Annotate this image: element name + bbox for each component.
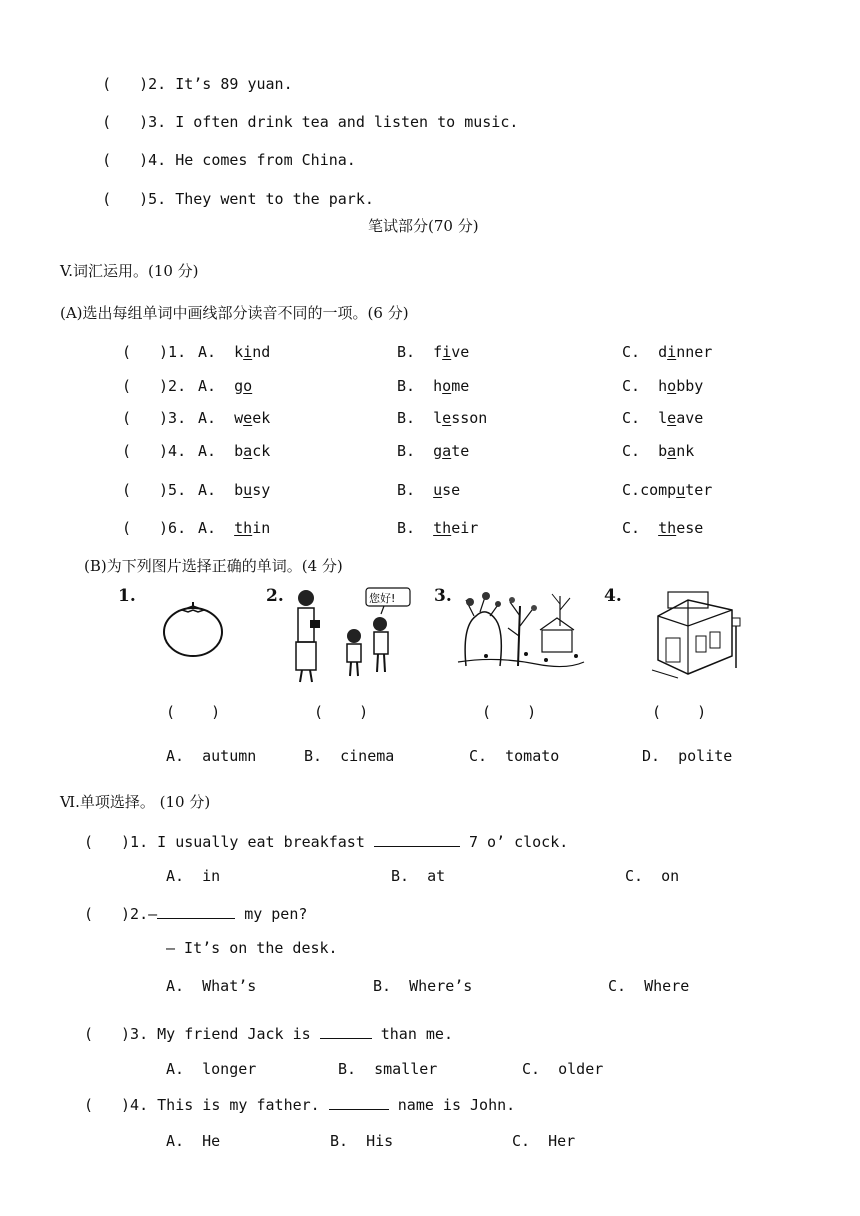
- word-choice-c: [622, 376, 703, 396]
- question-number: )4.: [121, 1096, 149, 1114]
- row-number: )6.: [159, 519, 187, 537]
- word-pre: b: [234, 442, 244, 460]
- paren-open: (: [102, 190, 112, 208]
- dash: —: [148, 905, 158, 923]
- listening-item: [84, 130, 356, 170]
- word-post: me: [451, 377, 470, 395]
- reply-line: — It’s on the desk.: [166, 939, 338, 957]
- speech-bubble-text: 您好!: [369, 592, 396, 605]
- answer-paren[interactable]: ( ): [482, 703, 537, 721]
- word-choice-c: [622, 518, 703, 538]
- tomato-picture: [160, 600, 226, 658]
- question-text-after: my pen?: [244, 905, 308, 923]
- word-choice-b: [397, 518, 478, 538]
- item-number: )2.: [139, 75, 167, 93]
- word-post: ek: [252, 409, 271, 427]
- word-underlined: o: [667, 377, 677, 395]
- word-underlined: u: [676, 481, 686, 499]
- paren-open: (: [102, 113, 112, 131]
- item-number: )4.: [139, 151, 167, 169]
- word-post: eir: [451, 519, 479, 537]
- choice-option[interactable]: A. What’s: [166, 977, 257, 995]
- choice-option[interactable]: A. in: [166, 867, 221, 885]
- pic-number: 1.: [118, 586, 136, 606]
- word-post: in: [252, 519, 271, 537]
- row-number: )1.: [159, 343, 187, 361]
- word-underlined: a: [667, 442, 677, 460]
- answer-paren-open[interactable]: (: [122, 377, 132, 395]
- row-number: )4.: [159, 442, 187, 460]
- word-post: sson: [451, 409, 488, 427]
- word-choice-b: [397, 342, 469, 362]
- phonics-row: [122, 376, 186, 396]
- polite-children-picture: [288, 586, 416, 686]
- item-text: It’s 89 yuan.: [175, 75, 293, 93]
- word-letter: C.: [622, 519, 641, 537]
- word-letter: B.: [397, 481, 416, 499]
- word-choice-a: [198, 376, 252, 396]
- choice-option[interactable]: C. Her: [512, 1132, 576, 1150]
- question-number: )3.: [121, 1025, 149, 1043]
- choice-option[interactable]: B. smaller: [338, 1060, 438, 1078]
- word-underlined: e: [442, 409, 452, 427]
- word-pre: d: [658, 343, 668, 361]
- choice-option[interactable]: A. He: [166, 1132, 221, 1150]
- word-underlined: a: [442, 442, 452, 460]
- word-letter: C.: [622, 442, 641, 460]
- word-letter: C.: [622, 377, 641, 395]
- answer-paren-open[interactable]: (: [122, 442, 132, 460]
- item-number: )3.: [139, 113, 167, 131]
- word-pre: b: [234, 481, 244, 499]
- question-4: ( )4. This is my father. name is John.: [84, 1096, 516, 1114]
- item-text: They went to the park.: [175, 190, 374, 208]
- word-underlined: th: [234, 519, 253, 537]
- section-v-title: V.词汇运用。(10 分): [60, 262, 199, 280]
- answer-blank[interactable]: [329, 1095, 389, 1110]
- word-pre: f: [433, 343, 443, 361]
- word-choice-a: [198, 408, 270, 428]
- listening-item: [84, 92, 518, 132]
- cinema-building-picture: [648, 586, 744, 682]
- word-letter: A.: [198, 409, 217, 427]
- pic-number: 2.: [266, 586, 284, 606]
- word-option: B. cinema: [304, 747, 395, 765]
- word-letter: C.: [622, 343, 641, 361]
- question-number: )1.: [121, 833, 149, 851]
- word-underlined: i: [442, 343, 452, 361]
- word-choice-a: [198, 441, 270, 461]
- word-post: nk: [676, 442, 695, 460]
- word-letter: A.: [198, 481, 217, 499]
- word-choice-b: [397, 376, 469, 396]
- word-choice-c: [622, 408, 703, 428]
- answer-paren[interactable]: ( ): [166, 703, 221, 721]
- phonics-row: [122, 480, 186, 500]
- word-post: ve: [451, 343, 470, 361]
- choice-option[interactable]: A. longer: [166, 1060, 257, 1078]
- row-number: )5.: [159, 481, 187, 499]
- word-letter: B.: [397, 343, 416, 361]
- item-text: I often drink tea and listen to music.: [175, 113, 519, 131]
- word-letter: B.: [397, 442, 416, 460]
- word-underlined: th: [658, 519, 677, 537]
- part-b-title: (B)为下列图片选择正确的单词。(4 分): [84, 557, 343, 575]
- choice-option[interactable]: B. His: [330, 1132, 394, 1150]
- word-pre: comp: [640, 481, 677, 499]
- word-underlined: u: [243, 481, 253, 499]
- answer-paren[interactable]: ( ): [652, 703, 707, 721]
- word-option: D. polite: [642, 747, 733, 765]
- word-post: ck: [252, 442, 271, 460]
- question-text: My friend Jack is: [157, 1025, 311, 1043]
- word-letter: A.: [198, 343, 217, 361]
- word-underlined: e: [667, 409, 677, 427]
- written-part-title: 笔试部分(70 分): [368, 217, 479, 235]
- word-underlined: o: [243, 377, 253, 395]
- word-pre: h: [658, 377, 668, 395]
- pic-number: 4.: [604, 586, 622, 606]
- paren-open: (: [102, 151, 112, 169]
- phonics-row: [122, 518, 186, 538]
- choice-option[interactable]: B. at: [391, 867, 446, 885]
- word-underlined: i: [667, 343, 677, 361]
- word-post: nner: [676, 343, 713, 361]
- word-post: te: [451, 442, 470, 460]
- question-text-after: name is John.: [397, 1096, 516, 1114]
- word-choice-a: [198, 480, 270, 500]
- section-vi-title: Ⅵ.单项选择。 (10 分): [60, 793, 211, 811]
- answer-paren-open[interactable]: (: [122, 481, 132, 499]
- listening-item: [84, 54, 293, 94]
- autumn-scene-picture: [456, 586, 586, 672]
- part-a-title: (A)选出每组单词中画线部分读音不同的一项。(6 分): [60, 304, 409, 322]
- word-underlined: e: [243, 409, 253, 427]
- word-letter: B.: [397, 409, 416, 427]
- word-letter: B.: [397, 377, 416, 395]
- choice-option[interactable]: C. Where: [608, 977, 690, 995]
- word-letter: B.: [397, 519, 416, 537]
- word-choice-b: [397, 441, 469, 461]
- word-underlined: o: [442, 377, 452, 395]
- word-post: nd: [252, 343, 271, 361]
- question-3: ( )3. My friend Jack is than me.: [84, 1025, 453, 1043]
- word-option: C. tomato: [469, 747, 560, 765]
- question-2: ( )2.— my pen?: [84, 905, 308, 923]
- word-choice-c: [622, 342, 712, 362]
- word-option: A. autumn: [166, 747, 257, 765]
- word-post: ave: [676, 409, 704, 427]
- phonics-row: [122, 441, 186, 461]
- word-choice-a: [198, 342, 270, 362]
- question-text: I usually eat breakfast: [157, 833, 365, 851]
- answer-blank[interactable]: [157, 904, 235, 919]
- item-number: )5.: [139, 190, 167, 208]
- word-letter: C.: [622, 409, 641, 427]
- word-pre: g: [234, 377, 244, 395]
- word-underlined: i: [243, 343, 253, 361]
- word-pre: b: [658, 442, 668, 460]
- word-underlined: u: [433, 481, 443, 499]
- question-text-after: than me.: [380, 1025, 453, 1043]
- word-post: ter: [685, 481, 713, 499]
- word-pre: w: [234, 409, 244, 427]
- word-pre: h: [433, 377, 443, 395]
- word-letter: A.: [198, 519, 217, 537]
- answer-paren[interactable]: ( ): [314, 703, 369, 721]
- phonics-row: [122, 342, 186, 362]
- word-letter: A.: [198, 442, 217, 460]
- word-post: se: [442, 481, 461, 499]
- pic-number: 3.: [434, 586, 452, 606]
- choice-option[interactable]: B. Where’s: [373, 977, 473, 995]
- word-choice-a: [198, 518, 270, 538]
- word-pre: l: [658, 409, 668, 427]
- word-choice-c: [622, 480, 712, 500]
- listening-item: [84, 169, 374, 209]
- item-text: He comes from China.: [175, 151, 356, 169]
- word-underlined: a: [243, 442, 253, 460]
- paren-open: (: [102, 75, 112, 93]
- word-choice-c: [622, 441, 694, 461]
- answer-paren-open[interactable]: (: [122, 409, 132, 427]
- choice-option[interactable]: C. older: [522, 1060, 604, 1078]
- answer-paren-open[interactable]: (: [122, 519, 132, 537]
- question-text-after: 7 o’ clock.: [468, 833, 569, 851]
- word-choice-b: [397, 408, 487, 428]
- word-underlined: th: [433, 519, 452, 537]
- answer-paren-open[interactable]: (: [122, 343, 132, 361]
- word-letter: A.: [198, 377, 217, 395]
- choice-option[interactable]: C. on: [625, 867, 680, 885]
- question-number: )2.: [121, 905, 149, 923]
- word-pre: l: [433, 409, 443, 427]
- question-1: ( )1. I usually eat breakfast 7 o’ clock.: [84, 833, 569, 851]
- word-post: ese: [676, 519, 704, 537]
- word-pre: k: [234, 343, 244, 361]
- answer-blank[interactable]: [374, 832, 460, 847]
- word-post: bby: [676, 377, 704, 395]
- word-choice-b: [397, 480, 460, 500]
- word-post: sy: [252, 481, 271, 499]
- question-text: This is my father.: [157, 1096, 320, 1114]
- row-number: )2.: [159, 377, 187, 395]
- word-pre: g: [433, 442, 443, 460]
- phonics-row: [122, 408, 186, 428]
- word-letter: C.: [622, 481, 641, 499]
- answer-blank[interactable]: [320, 1024, 372, 1039]
- row-number: )3.: [159, 409, 187, 427]
